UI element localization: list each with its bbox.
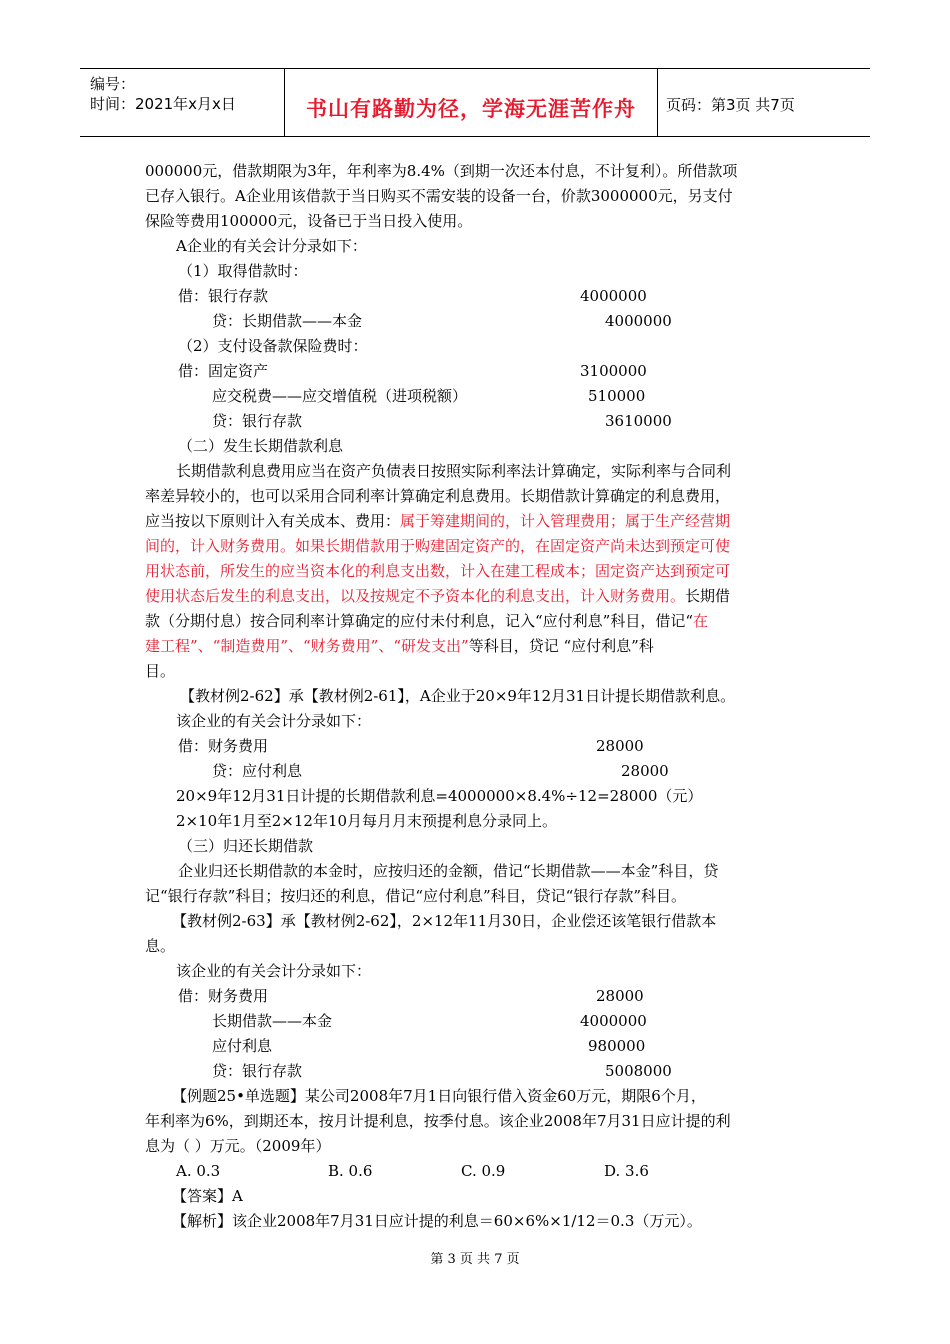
- entry-amount: 3100000: [580, 362, 647, 380]
- section-heading: （三）归还长期借款: [178, 837, 314, 855]
- time-label: 时间：2021年x月x日: [90, 95, 236, 113]
- paragraph-line: 已存入银行。A企业用该借款于当日购买不需安装的设备一台，价款3000000元，另支付: [145, 187, 733, 205]
- option-a: A. 0.3: [176, 1162, 221, 1180]
- entry-account: 应付利息: [212, 1037, 273, 1055]
- header-page-cell: [658, 69, 870, 136]
- motto: 书山有路勤为径，学海无涯苦作舟: [306, 97, 636, 121]
- entry-amount: 510000: [588, 387, 646, 405]
- question-line: 息为（ ）万元。（2009年）: [145, 1137, 331, 1155]
- paragraph-line: 目。: [145, 662, 176, 680]
- entry-account: 贷：长期借款——本金: [212, 312, 363, 330]
- entry-account: 借：财务费用: [178, 737, 269, 755]
- entry-amount: 4000000: [580, 287, 647, 305]
- text-run: 长期借: [685, 587, 731, 605]
- entry-amount: 4000000: [605, 312, 672, 330]
- code-label: 编号：: [90, 75, 136, 93]
- highlight-text: 建工程”、“制造费用”、“财务费用”、“研发支出”: [145, 637, 469, 655]
- entry-amount: 3610000: [605, 412, 672, 430]
- paragraph-line: 息。: [145, 937, 176, 955]
- text-run: 等科目，贷记 “应付利息”科: [468, 637, 654, 655]
- text-run: 款（分期付息）按合同利率计算确定的应付未付利息，记入“应付利息”科目，借记“: [145, 612, 694, 630]
- section-heading: （2）支付设备款保险费时：: [178, 337, 368, 355]
- highlight-line: 用状态前，所发生的应当资本化的利息支出数，计入在建工程成本；固定资产达到预定可: [145, 562, 731, 580]
- calculation-line: 2×10年1月至2×12年10月每月月末预提利息分录同上。: [176, 812, 558, 830]
- entry-amount: 4000000: [580, 1012, 647, 1030]
- paragraph-line: A企业的有关会计分录如下：: [176, 237, 367, 255]
- highlight-line: 间的，计入财务费用。如果长期借款用于购建固定资产的，在固定资产尚未达到预定可使: [145, 537, 731, 555]
- paragraph-line: [145, 511, 730, 531]
- question-line: 年利率为6%，到期还本，按月计提利息，按季付息。该企业2008年7月31日应计提的利: [145, 1112, 731, 1130]
- entry-amount: 28000: [621, 762, 669, 780]
- text-run: 应当按以下原则计入有关成本、费用：: [145, 512, 401, 530]
- paragraph-line: [145, 636, 654, 656]
- highlight-text: 属于筹建期间的，计入管理费用；属于生产经营期: [400, 512, 731, 530]
- paragraph-line: 长期借款利息费用应当在资产负债表日按照实际利率法计算确定，实际利率与合同利: [176, 462, 732, 480]
- paragraph-line: 保险等费用100000元，设备已于当日投入使用。: [145, 212, 473, 230]
- example-heading: 【教材例2-63】承【教材例2-62】，2×12年11月30日，企业偿还该笔银行借款本: [172, 912, 717, 930]
- paragraph-line: [145, 611, 708, 631]
- answer-line: 【答案】A: [172, 1187, 243, 1205]
- paragraph-line: 记“银行存款”科目；按归还的利息，借记“应付利息”科目，贷记“银行存款”科目。: [145, 887, 687, 905]
- paragraph-line: 该企业的有关会计分录如下：: [176, 962, 372, 980]
- option-d: D. 3.6: [604, 1162, 649, 1180]
- page-info: 页码：第3页 共7页: [666, 96, 795, 114]
- entry-account: 长期借款——本金: [212, 1012, 333, 1030]
- calculation-line: 20×9年12月31日计提的长期借款利息=4000000×8.4%÷12=28000（元）: [176, 787, 703, 805]
- entry-amount: 28000: [596, 987, 644, 1005]
- paragraph-line: 企业归还长期借款的本金时，应按归还的金额，借记“长期借款——本金”科目，贷: [178, 862, 719, 880]
- entry-account: 贷：应付利息: [212, 762, 303, 780]
- option-b: B. 0.6: [328, 1162, 373, 1180]
- section-heading: （二）发生长期借款利息: [178, 437, 344, 455]
- page-header: [80, 68, 870, 137]
- entry-amount: 5008000: [605, 1062, 672, 1080]
- entry-account: 贷：银行存款: [212, 1062, 303, 1080]
- question-line: 【例题25•单选题】某公司2008年7月1日向银行借入资金60万元，期限6个月，: [172, 1087, 706, 1105]
- entry-account: 借：财务费用: [178, 987, 269, 1005]
- entry-account: 应交税费——应交增值税（进项税额）: [212, 387, 468, 405]
- paragraph-line: 率差异较小的，也可以采用合同利率计算确定利息费用。长期借款计算确定的利息费用，: [145, 487, 731, 505]
- highlight-text: 在: [693, 612, 709, 630]
- entry-amount: 980000: [588, 1037, 646, 1055]
- entry-account: 贷：银行存款: [212, 412, 303, 430]
- header-meta-cell: [80, 69, 285, 136]
- paragraph-line: 该企业的有关会计分录如下：: [176, 712, 372, 730]
- page-footer: 第 3 页 共 7 页: [430, 1252, 520, 1267]
- entry-account: 借：固定资产: [178, 362, 269, 380]
- highlight-text: 使用状态后发生的利息支出，以及按规定不予资本化的利息支出，计入财务费用。: [145, 587, 686, 605]
- analysis-line: 【解析】该企业2008年7月31日应计提的利息＝60×6%×1/12＝0.3（万元）。: [172, 1212, 702, 1230]
- entry-account: 借：银行存款: [178, 287, 269, 305]
- paragraph-line: [145, 586, 730, 606]
- paragraph-line: 000000元，借款期限为3年，年利率为8.4%（到期一次还本付息，不计复利）。所借款项: [145, 162, 738, 180]
- example-heading: 【教材例2-62】承【教材例2-61】，A企业于20×9年12月31日计提长期借款利息。: [180, 687, 736, 705]
- entry-amount: 28000: [596, 737, 644, 755]
- option-c: C. 0.9: [461, 1162, 506, 1180]
- section-heading: （1）取得借款时：: [178, 262, 308, 280]
- header-motto-cell: [285, 69, 658, 136]
